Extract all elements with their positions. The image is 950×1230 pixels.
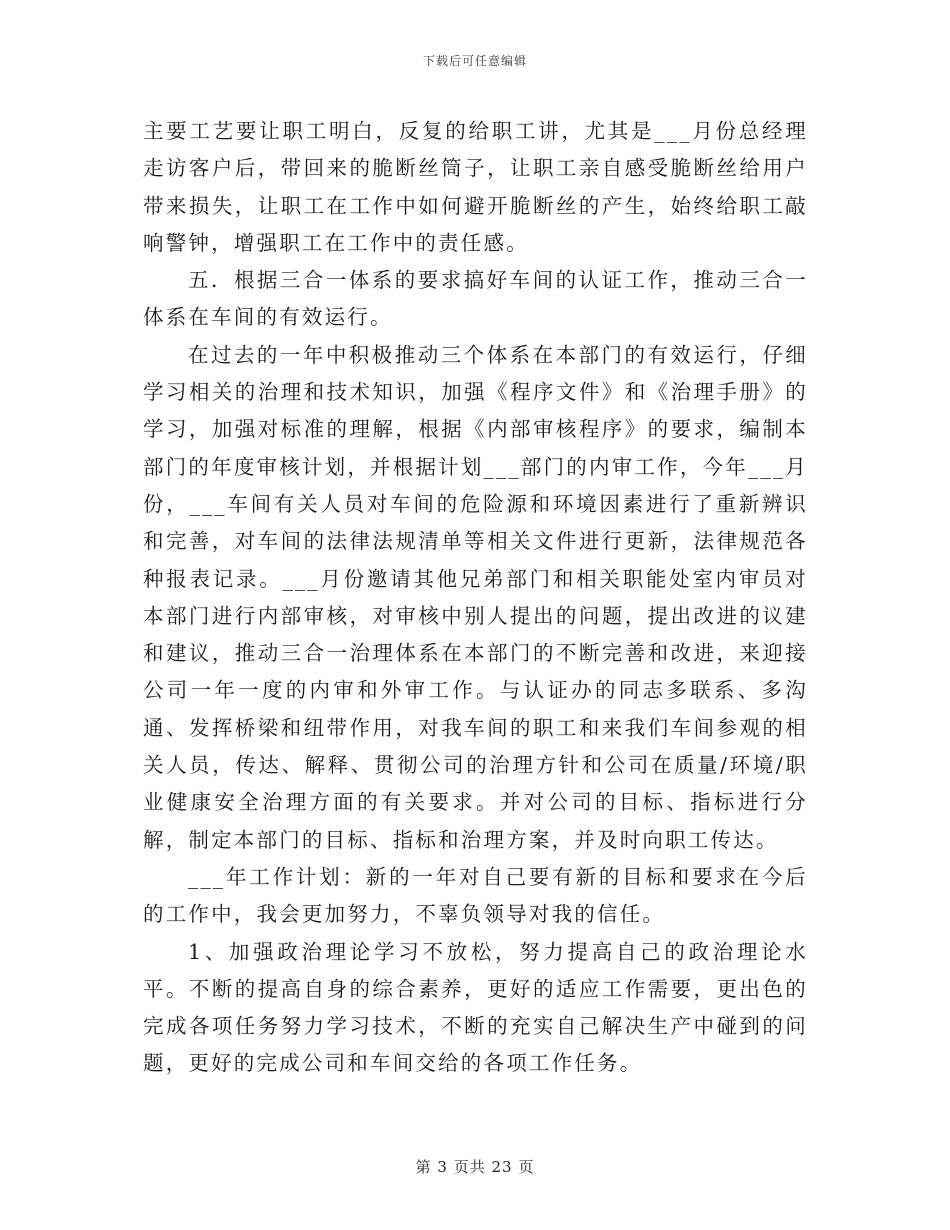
page-number: 第 3 页共 23 页 [415,1158,535,1176]
paragraph-continuation: 主要工艺要让职工明白，反复的给职工讲，尤其是___月份总经理走访客户后，带回来的脆断丝筒子，让职工亲自感受脆断丝给用户带来损失，让职工在工作中如何避开脆断丝的产生，始终给职工敲响警钟，增强职工在工作中的责任感。 [143,119,808,255]
paragraph-section-five-heading: 五．根据三合一体系的要求搞好车间的认证工作，推动三合一体系在车间的有效运行。 [143,268,808,330]
paragraph-work-plan: ___年工作计划：新的一年对自己要有新的目标和要求在今后的工作中，我会更加努力，不辜负领导对我的信任。 [143,864,808,927]
paragraph-system-operation: 在过去的一年中积极推动三个体系在本部门的有效运行，仔细学习相关的治理和技术知识，加强《程序文件》和《治理手册》的学习，加强对标准的理解，根据《内部审核程序》的要求，编制本部门的年度审核计划，并根据计划___部门的内审工作，今年___月份，___车间有关人员对车间的危险源和环境因素进行了重新辨识和完善，对车间的法律法规清单等相关文件进行更新，法律规范各种报表记录。___月份邀请其他兄弟部门和相关职能处室内审员对本部门进行内部审核，对审核中别人提出的问题，提出改进的议建和建议，推动三合一治理体系在本部门的不断完善和改进，来迎接公司一年一度的内审和外审工作。与认证办的同志多联系、多沟通、发挥桥梁和纽带作用，对我车间的职工和来我们车间参观的相关人员，传达、解释、贯彻公司的治理方针和公司在质量/环境/职业健康安全治理方面的有关要求。并对公司的目标、指标进行分解，制定本部门的目标、指标和治理方案，并及时向职工传达。 [143,342,808,852]
page-header: 下载后可任意编辑 [422,54,527,68]
paragraph-plan-item-one: 1、加强政治理论学习不放松，努力提高自己的政治理论水平。不断的提高自身的综合素养，更好的适应工作需要，更出色的完成各项任务努力学习技术，不断的充实自己解决生产中碰到的问题，更好的完成公司和车间交给的各项工作任务。 [143,939,808,1076]
document-body [143,113,808,1083]
